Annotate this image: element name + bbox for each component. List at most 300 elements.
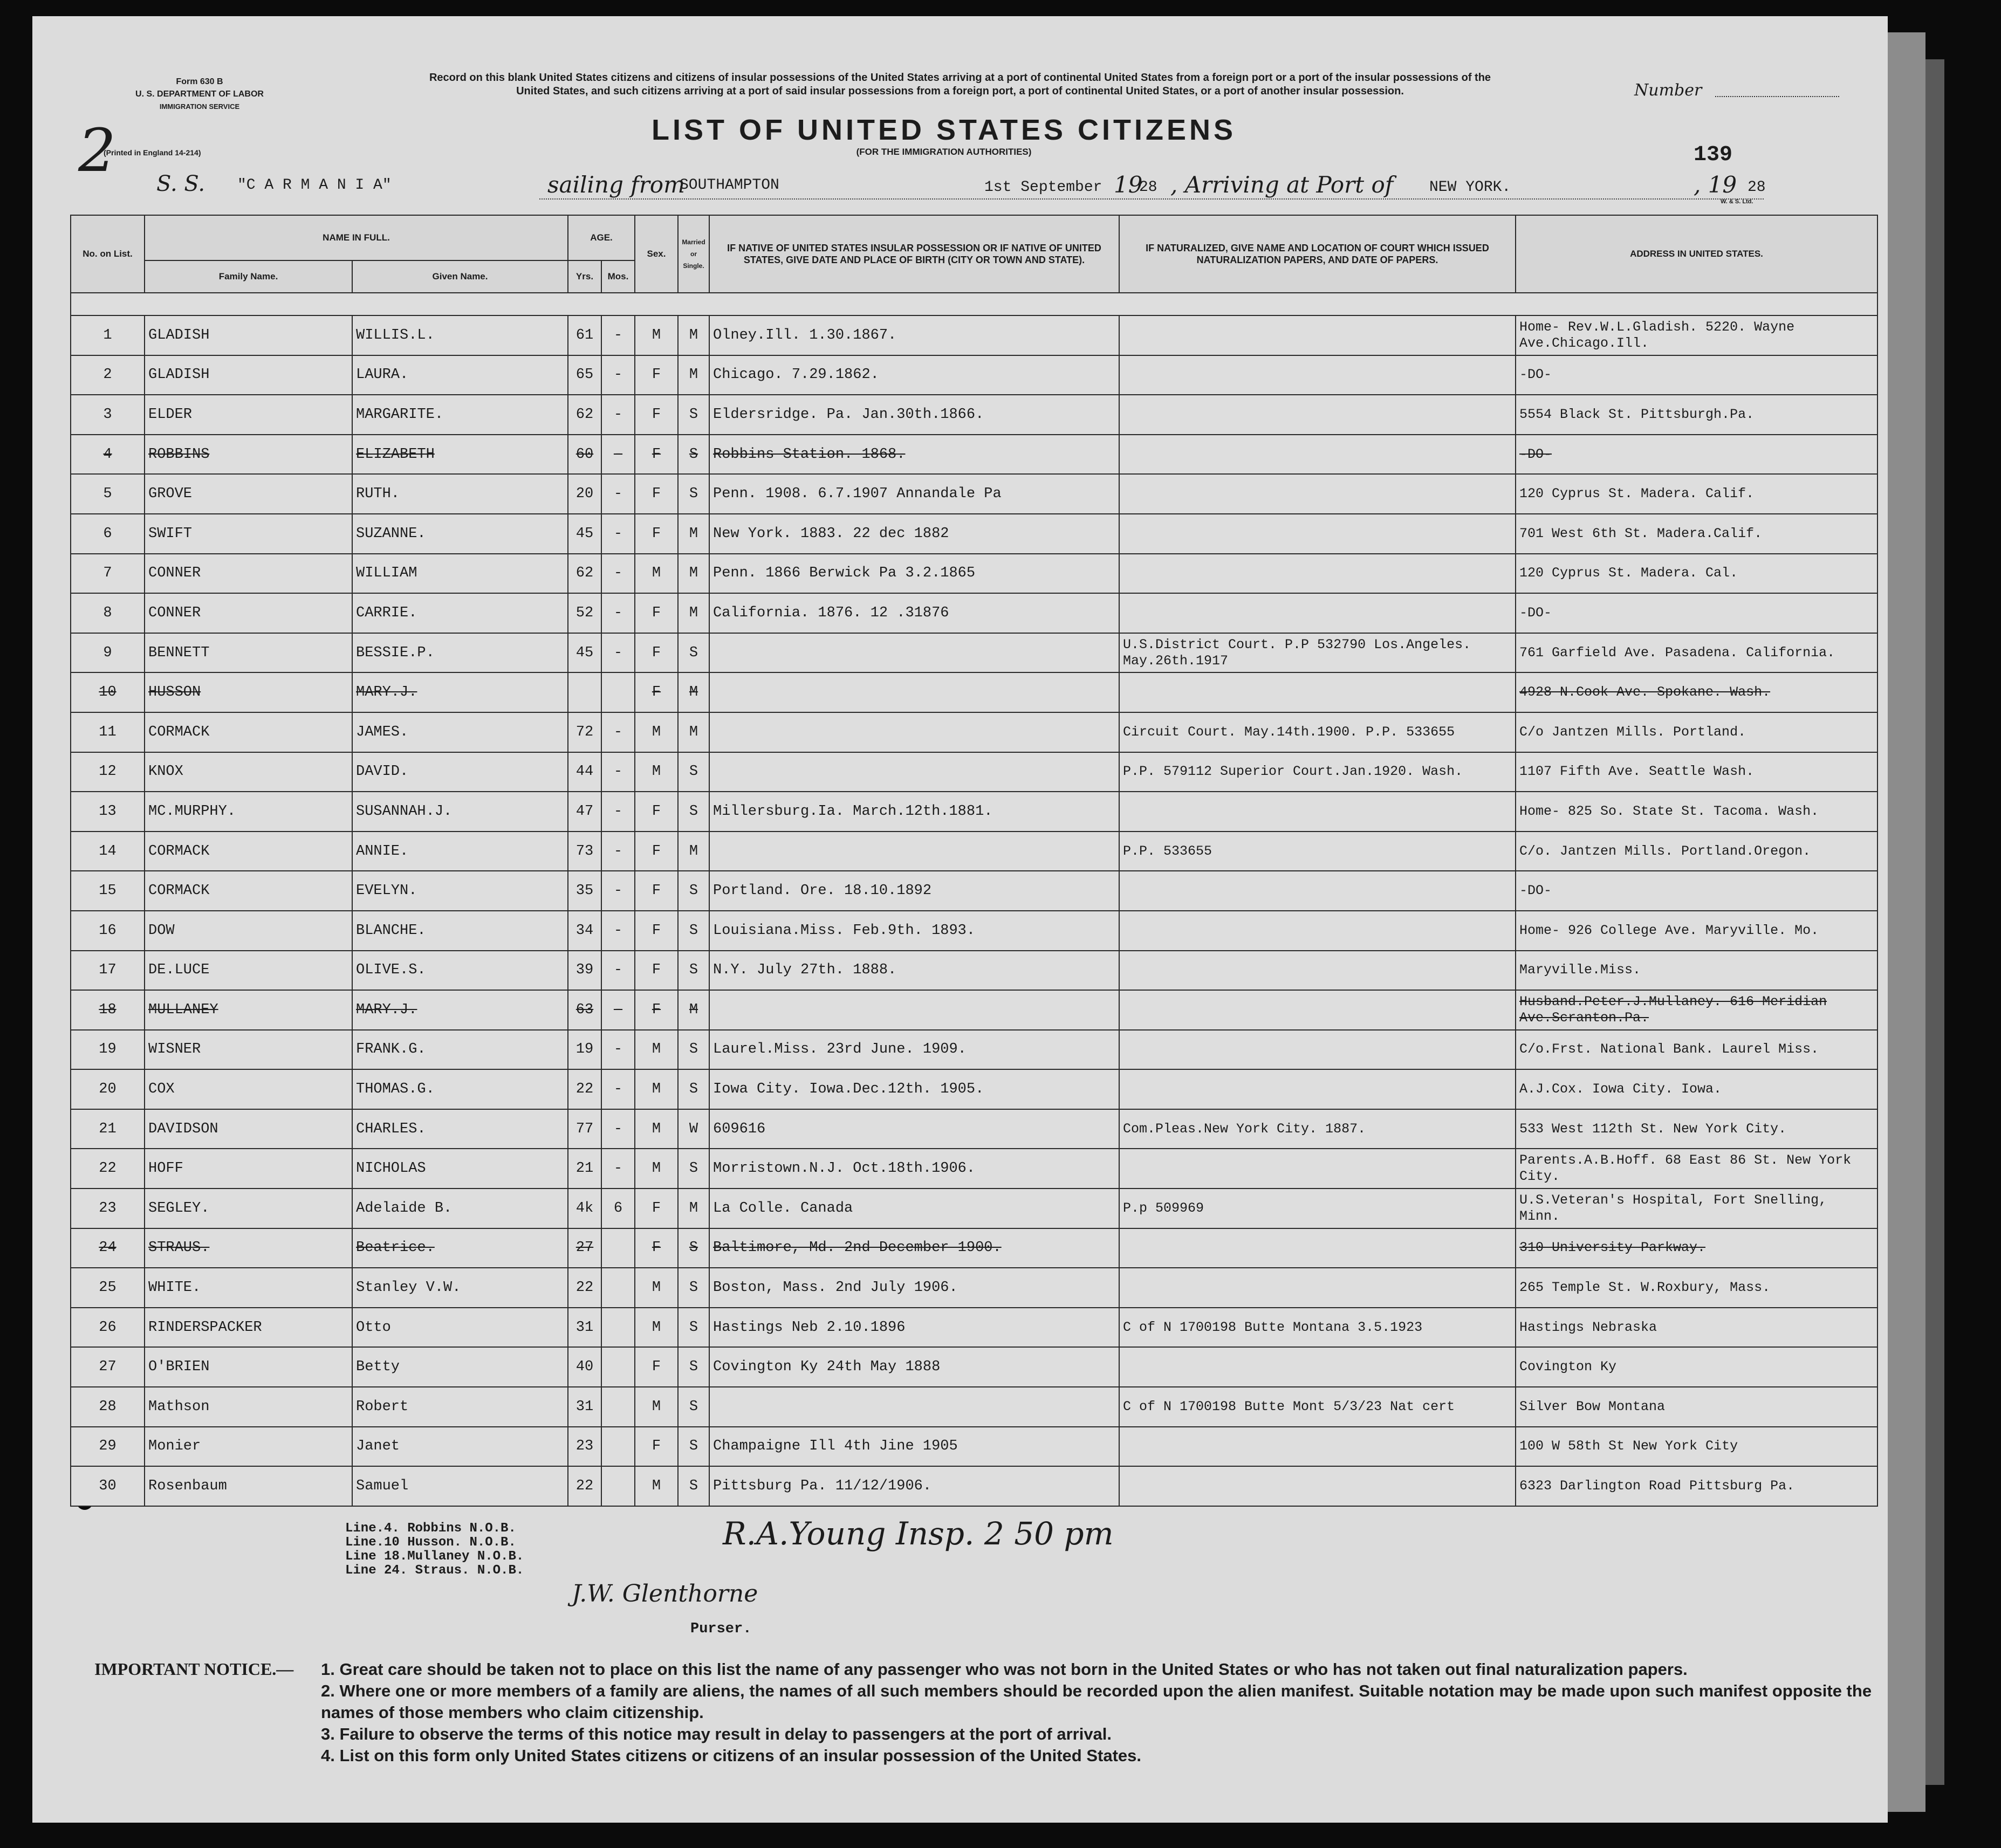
sex: M [635,1466,678,1506]
naturalization-info: C of N 1700198 Butte Mont 5/3/23 Nat cert [1119,1387,1516,1427]
page-edge [1888,32,1925,1812]
row-number: 19 [71,1030,145,1070]
row-number: 8 [71,593,145,633]
age-months [601,1228,635,1268]
family-name: STRAUS. [145,1228,352,1268]
naturalization-info [1119,1030,1516,1070]
age-years: 72 [568,712,601,752]
sex: M [635,712,678,752]
table-row [71,514,1877,554]
sex: M [635,1387,678,1427]
age-years: 20 [568,474,601,514]
birth-info: Robbins Station. 1868. [709,435,1119,475]
purser-label: Purser. [690,1621,752,1637]
age-years: 34 [568,911,601,951]
notice-item: 4. List on this form only United States citizens or citizens of an insular possession of the United States. [321,1746,1141,1765]
birth-info: Portland. Ore. 18.10.1892 [709,871,1119,911]
naturalization-info: P.P. 533655 [1119,832,1516,871]
naturalization-info [1119,672,1516,712]
family-name: MC.MURPHY. [145,792,352,832]
age-years: 61 [568,315,601,355]
address: Covington Ky [1516,1347,1877,1387]
family-name: ELDER [145,395,352,435]
marital-status: S [678,633,709,673]
sex: M [635,554,678,594]
age-years: 27 [568,1228,601,1268]
marital-status: M [678,315,709,355]
from-port: SOUTHAMPTON [680,177,779,194]
row-number: 9 [71,633,145,673]
col-no: No. on List. [71,215,145,293]
age-months [601,1466,635,1506]
naturalization-info: P.P. 579112 Superior Court.Jan.1920. Wash. [1119,752,1516,792]
family-name: ROBBINS [145,435,352,475]
given-name: Samuel [352,1466,568,1506]
birth-info [709,672,1119,712]
row-number: 13 [71,792,145,832]
age-years: 19 [568,1030,601,1070]
manifest-table [70,215,1878,1507]
birth-info: N.Y. July 27th. 1888. [709,951,1119,991]
marital-status: M [678,832,709,871]
row-number: 21 [71,1109,145,1149]
given-name: ANNIE. [352,832,568,871]
address: Husband.Peter.J.Mullaney. 616 Meridian Ave.Scranton.Pa. [1516,990,1877,1030]
sex: F [635,832,678,871]
family-name: Monier [145,1427,352,1467]
table-row [71,1268,1877,1308]
sex: F [635,395,678,435]
age-months: - [601,1109,635,1149]
address: -DO- [1516,435,1877,475]
naturalization-info: P.p 509969 [1119,1189,1516,1228]
given-name: SUZANNE. [352,514,568,554]
given-name: ELIZABETH [352,435,568,475]
family-name: CONNER [145,593,352,633]
given-name: CARRIE. [352,593,568,633]
marital-status: S [678,1030,709,1070]
birth-info: Champaigne Ill 4th Jine 1905 [709,1427,1119,1467]
age-years: 39 [568,951,601,991]
birth-info: Hastings Neb 2.10.1896 [709,1308,1119,1348]
sex: F [635,792,678,832]
row-number: 18 [71,990,145,1030]
table-row [71,792,1877,832]
naturalization-info [1119,911,1516,951]
address: 265 Temple St. W.Roxbury, Mass. [1516,1268,1877,1308]
table-row [71,1347,1877,1387]
table-row [71,752,1877,792]
marital-status: M [678,593,709,633]
age-months: - [601,990,635,1030]
family-name: GROVE [145,474,352,514]
age-months: - [601,355,635,395]
purser-signature: J.W. Glenthorne [572,1580,758,1607]
given-name: SUSANNAH.J. [352,792,568,832]
age-months: - [601,474,635,514]
given-name: Beatrice. [352,1228,568,1268]
arrival-year: 28 [1748,179,1766,196]
row-number: 20 [71,1069,145,1109]
marital-status: S [678,395,709,435]
page-subtitle: (FOR THE IMMIGRATION AUTHORITIES) [856,147,1032,157]
table-row [71,593,1877,633]
page-number: 139 [1694,143,1733,167]
col-mos: Mos. [601,260,635,293]
age-years: 65 [568,355,601,395]
marital-status: S [678,752,709,792]
address: C/o. Jantzen Mills. Portland.Oregon. [1516,832,1877,871]
row-number: 23 [71,1189,145,1228]
marital-status: M [678,355,709,395]
naturalization-info: Com.Pleas.New York City. 1887. [1119,1109,1516,1149]
given-name: LAURA. [352,355,568,395]
col-age: AGE. [568,215,635,260]
age-years: 22 [568,1268,601,1308]
age-years: 73 [568,832,601,871]
table-row [71,1189,1877,1228]
address: 310 University Parkway. [1516,1228,1877,1268]
address: Home- 926 College Ave. Maryville. Mo. [1516,911,1877,951]
given-name: MARY.J. [352,672,568,712]
family-name: Mathson [145,1387,352,1427]
ss-label: S. S. [156,171,205,196]
row-number: 7 [71,554,145,594]
naturalization-info [1119,1069,1516,1109]
notice-item: 3. Failure to observe the terms of this notice may result in delay to passengers at the port of arrival. [321,1725,1112,1743]
table-row [71,1228,1877,1268]
age-months: - [601,633,635,673]
given-name: Otto [352,1308,568,1348]
address: Silver Bow Montana [1516,1387,1877,1427]
birth-info [709,1387,1119,1427]
address: 120 Cyprus St. Madera. Calif. [1516,474,1877,514]
naturalization-info [1119,1466,1516,1506]
naturalization-info [1119,1347,1516,1387]
age-years: 60 [568,435,601,475]
service: IMMIGRATION SERVICE [159,102,240,111]
table-row [71,1427,1877,1467]
table-row [71,554,1877,594]
table-row [71,1069,1877,1109]
naturalization-info [1119,1149,1516,1189]
family-name: SEGLEY. [145,1189,352,1228]
sex: F [635,672,678,712]
family-name: COX [145,1069,352,1109]
marital-status: S [678,474,709,514]
row-number: 16 [71,911,145,951]
birth-info: Covington Ky 24th May 1888 [709,1347,1119,1387]
table-row [71,672,1877,712]
arrival-port: NEW YORK. [1429,179,1511,196]
sex: M [635,752,678,792]
age-years: 62 [568,554,601,594]
age-years: 22 [568,1466,601,1506]
age-months: - [601,514,635,554]
footer-notes [345,1522,524,1578]
birth-info: Morristown.N.J. Oct.18th.1906. [709,1149,1119,1189]
family-name: MULLANEY [145,990,352,1030]
naturalization-info [1119,1268,1516,1308]
naturalization-info [1119,792,1516,832]
age-years: 47 [568,792,601,832]
marital-status: S [678,951,709,991]
naturalization-info [1119,1228,1516,1268]
family-name: CORMACK [145,832,352,871]
row-number: 2 [71,355,145,395]
age-months [601,1347,635,1387]
sex: M [635,1308,678,1348]
address: -DO- [1516,871,1877,911]
sailing-date: 1st September [984,179,1102,196]
given-name: Robert [352,1387,568,1427]
row-number: 24 [71,1228,145,1268]
col-marital: Married or Single. [678,215,709,293]
row-number: 30 [71,1466,145,1506]
table-row [71,1466,1877,1506]
sex: F [635,1228,678,1268]
row-number: 12 [71,752,145,792]
header-spacer [71,293,1877,315]
given-name: MARY.J. [352,990,568,1030]
naturalization-info: Circuit Court. May.14th.1900. P.P. 533655 [1119,712,1516,752]
row-number: 3 [71,395,145,435]
age-months: - [601,792,635,832]
sex: F [635,1347,678,1387]
birth-info: Louisiana.Miss. Feb.9th. 1893. [709,911,1119,951]
page-edge-shadow [1925,59,1944,1785]
address: U.S.Veteran's Hospital, Fort Snelling, Minn. [1516,1189,1877,1228]
birth-info: 609616 [709,1109,1119,1149]
address: 6323 Darlington Road Pittsburg Pa. [1516,1466,1877,1506]
table-row [71,435,1877,475]
family-name: DOW [145,911,352,951]
age-years: 63 [568,990,601,1030]
sex: M [635,315,678,355]
table-row [71,355,1877,395]
naturalization-info [1119,514,1516,554]
family-name: CORMACK [145,871,352,911]
given-name: EVELYN. [352,871,568,911]
age-months: - [601,712,635,752]
sex: F [635,951,678,991]
family-name: CORMACK [145,712,352,752]
sex: F [635,1189,678,1228]
naturalization-info [1119,474,1516,514]
family-name: DAVIDSON [145,1109,352,1149]
marital-status: M [678,672,709,712]
age-months: - [601,435,635,475]
address: 120 Cyprus St. Madera. Cal. [1516,554,1877,594]
family-name: HUSSON [145,672,352,712]
family-name: DE.LUCE [145,951,352,991]
row-number: 28 [71,1387,145,1427]
address: Hastings Nebraska [1516,1308,1877,1348]
birth-info: Millersburg.Ia. March.12th.1881. [709,792,1119,832]
family-name: RINDERSPACKER [145,1308,352,1348]
given-name: RUTH. [352,474,568,514]
age-months: - [601,911,635,951]
age-months: - [601,752,635,792]
sailing-label: sailing from [547,171,685,198]
address: 100 W 58th St New York City [1516,1427,1877,1467]
marital-status: W [678,1109,709,1149]
sex: M [635,1069,678,1109]
age-years: 62 [568,395,601,435]
inspector-signature: R.A.Young Insp. 2 50 pm [723,1515,1114,1552]
birth-info: Pittsburg Pa. 11/12/1906. [709,1466,1119,1506]
table-row [71,712,1877,752]
table-row [71,1030,1877,1070]
birth-info [709,832,1119,871]
address: 701 West 6th St. Madera.Calif. [1516,514,1877,554]
address: A.J.Cox. Iowa City. Iowa. [1516,1069,1877,1109]
sex: F [635,871,678,911]
sex: M [635,1149,678,1189]
marital-status: M [678,1189,709,1228]
table-row [71,832,1877,871]
notice-item: 2. Where one or more members of a family are aliens, the names of all such members should be recorded upon the alien manifest. Suitable notation may be made upon such manifest opposite the names of those members who claim citizenship. [321,1681,1872,1722]
row-number: 6 [71,514,145,554]
marital-status: S [678,1069,709,1109]
printer-mark: W. & S. Ltd. [1721,198,1753,205]
age-months [601,1268,635,1308]
address: 761 Garfield Ave. Pasadena. California. [1516,633,1877,673]
address: 533 West 112th St. New York City. [1516,1109,1877,1149]
age-months [601,1308,635,1348]
address: Home- Rev.W.L.Gladish. 5220. Wayne Ave.Chicago.Ill. [1516,315,1877,355]
family-name: SWIFT [145,514,352,554]
sex: F [635,990,678,1030]
marital-status: S [678,1268,709,1308]
row-number: 1 [71,315,145,355]
table-row [71,474,1877,514]
sex: F [635,911,678,951]
row-number: 5 [71,474,145,514]
given-name: BESSIE.P. [352,633,568,673]
sex: M [635,1268,678,1308]
age-months [601,672,635,712]
age-months: - [601,1149,635,1189]
col-given-name: Given Name. [352,260,568,293]
row-number: 15 [71,871,145,911]
sex: M [635,1109,678,1149]
birth-info: La Colle. Canada [709,1189,1119,1228]
arriving-label: , Arriving at Port of [1170,171,1394,198]
table-row [71,951,1877,991]
age-years [568,672,601,712]
handwritten-mark: 2 [78,116,116,185]
marital-status: S [678,1466,709,1506]
given-name: JAMES. [352,712,568,752]
address: 5554 Black St. Pittsburgh.Pa. [1516,395,1877,435]
table-row [71,871,1877,911]
given-name: Adelaide B. [352,1189,568,1228]
birth-info: Laurel.Miss. 23rd June. 1909. [709,1030,1119,1070]
naturalization-info [1119,554,1516,594]
naturalization-info [1119,593,1516,633]
naturalization-info [1119,951,1516,991]
age-months: - [601,1069,635,1109]
age-months: - [601,554,635,594]
age-years: 44 [568,752,601,792]
row-number: 4 [71,435,145,475]
table-row [71,990,1877,1030]
marital-status: S [678,1427,709,1467]
naturalization-info [1119,435,1516,475]
given-name: DAVID. [352,752,568,792]
sailing-year: 28 [1139,179,1157,196]
naturalization-info [1119,871,1516,911]
sex: F [635,355,678,395]
arrival-year-prefix: , 19 [1694,171,1737,198]
row-number: 27 [71,1347,145,1387]
manifest-rows [71,315,1877,1506]
row-number: 10 [71,672,145,712]
given-name: OLIVE.S. [352,951,568,991]
table-row [71,1387,1877,1427]
family-name: GLADISH [145,315,352,355]
department: U. S. DEPARTMENT OF LABOR [135,90,264,99]
age-years: 31 [568,1308,601,1348]
age-months: - [601,315,635,355]
marital-status: S [678,1149,709,1189]
age-years: 45 [568,514,601,554]
family-name: Rosenbaum [145,1466,352,1506]
age-years: 52 [568,593,601,633]
marital-status: S [678,435,709,475]
table-row [71,1308,1877,1348]
naturalization-info [1119,990,1516,1030]
age-months [601,1387,635,1427]
naturalization-info: U.S.District Court. P.P 532790 Los.Angeles. May.26th.1917 [1119,633,1516,673]
row-number: 17 [71,951,145,991]
age-months: - [601,951,635,991]
naturalization-info [1119,315,1516,355]
number-label: Number [1634,81,1702,100]
address: 1107 Fifth Ave. Seattle Wash. [1516,752,1877,792]
address: -DO- [1516,593,1877,633]
age-months: - [601,395,635,435]
row-number: 25 [71,1268,145,1308]
marital-status: S [678,1387,709,1427]
family-name: GLADISH [145,355,352,395]
col-sex: Sex. [635,215,678,293]
age-years: 22 [568,1069,601,1109]
marital-status: S [678,1228,709,1268]
row-number: 29 [71,1427,145,1467]
table-row [71,633,1877,673]
given-name: MARGARITE. [352,395,568,435]
notice-item: 1. Great care should be taken not to place on this list the name of any passenger who was not born in the United States or who has not taken out final naturalization papers. [321,1660,1688,1679]
age-years: 35 [568,871,601,911]
family-name: KNOX [145,752,352,792]
naturalization-info: C of N 1700198 Butte Montana 3.5.1923 [1119,1308,1516,1348]
given-name: THOMAS.G. [352,1069,568,1109]
given-name: FRANK.G. [352,1030,568,1070]
address: -DO- [1516,355,1877,395]
age-months: - [601,832,635,871]
naturalization-info [1119,355,1516,395]
row-number: 14 [71,832,145,871]
table-row [71,911,1877,951]
address: Maryville.Miss. [1516,951,1877,991]
row-number: 11 [71,712,145,752]
birth-info: Penn. 1866 Berwick Pa 3.2.1865 [709,554,1119,594]
birth-info [709,633,1119,673]
voyage-underline [539,198,1764,200]
birth-info: New York. 1883. 22 dec 1882 [709,514,1119,554]
